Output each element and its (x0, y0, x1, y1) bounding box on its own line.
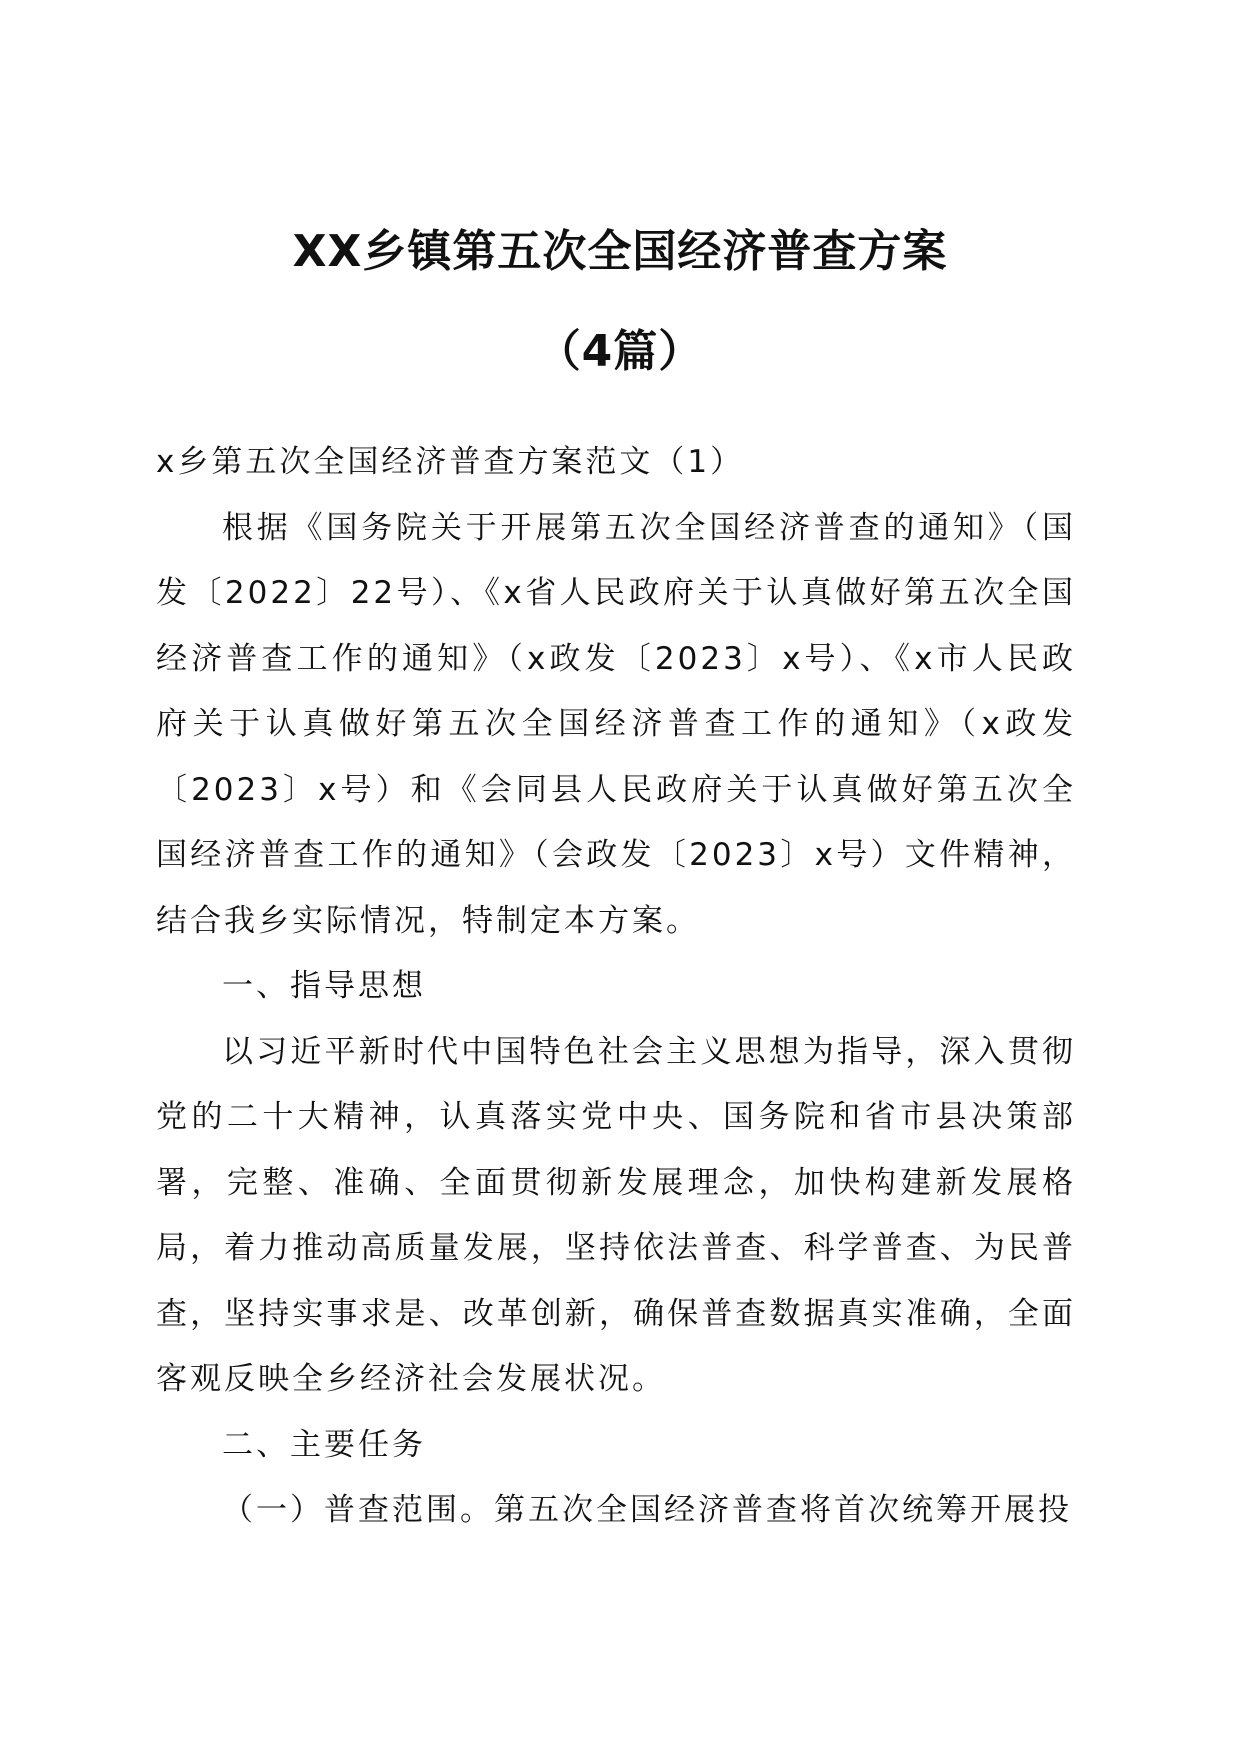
heading-main-tasks: 二、主要任务 (222, 1426, 426, 1463)
document-body (156, 430, 1076, 1544)
paragraph-guiding-ideology: 以习近平新时代中国特色社会主义思想为指导，深入贯彻党的二十大精神，认真落实党中央、国务院和省市县决策部署，完整、准确、全面贯彻新发展理念，加快构建新发展格局，着力推动高质量发展，坚持依法普查、科学普查、为民普查，坚持实事求是、改革创新，确保普查数据真实准确，全面客观反映全乡经济社会发展状况。 (156, 1033, 1076, 1397)
paragraph-census-scope: （一）普查范围。第五次全国经济普查将首次统筹开展投 (222, 1492, 1072, 1528)
heading-guiding-ideology: 一、指导思想 (222, 968, 426, 1004)
section-subheading: x乡第五次全国经济普查方案范文（1） (156, 444, 745, 480)
document-title: XX乡镇第五次全国经济普查方案 (292, 226, 948, 277)
document-title-count: （4篇） (536, 326, 704, 377)
paragraph-basis: 根据《国务院关于开展第五次全国经济普查的通知》（国发〔2022〕22号）、《x省人民政府关于认真做好第五次全国经济普查工作的通知》（x政发〔2023〕x号）、《x市人民政府关于认真做好第五次全国经济普查工作的通知》（x政发〔2023〕x号）和《会同县人民政府关于认真做好第五次全国经济普查工作的通知》（会政发〔2023〕x号）文件精神，结合我乡实际情况，特制定本方案。 (156, 509, 1076, 939)
